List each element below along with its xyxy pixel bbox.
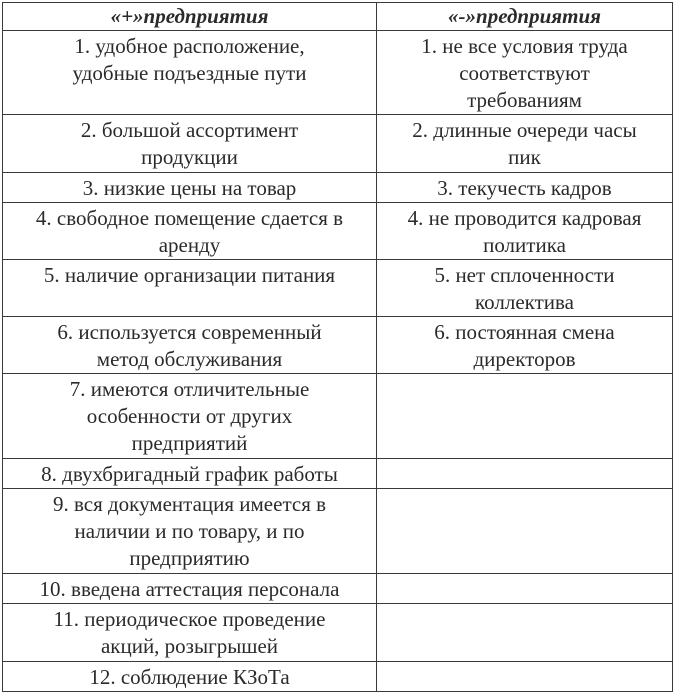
cell-line: особенности от других bbox=[86, 404, 293, 428]
cell-line: удобные подъездные пути bbox=[72, 61, 307, 85]
table-body bbox=[3, 31, 673, 692]
cell-line: 11. периодическое проведение bbox=[53, 607, 326, 631]
cell-line: 9. вся документация имеется в bbox=[52, 492, 327, 516]
header-row bbox=[3, 3, 673, 31]
cell-line: 12. соблюдение КЗоТа bbox=[89, 665, 290, 689]
plus-cell bbox=[3, 459, 377, 489]
table-row bbox=[3, 317, 673, 374]
plus-cell bbox=[3, 574, 377, 604]
header-plus: «+»предприятия bbox=[3, 3, 377, 31]
header-minus: «-»предприятия bbox=[377, 3, 673, 31]
plus-cell bbox=[3, 489, 377, 574]
minus-cell bbox=[377, 115, 673, 173]
cell-line: аренду bbox=[158, 233, 221, 257]
minus-cell bbox=[377, 459, 673, 489]
cell-line: метод обслуживания bbox=[96, 347, 283, 371]
cell-line: предприятий bbox=[131, 431, 248, 455]
cell-line: коллектива bbox=[475, 290, 574, 314]
plus-cell bbox=[3, 317, 377, 374]
table-row bbox=[3, 489, 673, 574]
plus-cell bbox=[3, 374, 377, 459]
cell-line: 1. удобное расположение, bbox=[74, 34, 305, 58]
minus-cell bbox=[377, 662, 673, 692]
table-row bbox=[3, 203, 673, 260]
plus-cell bbox=[3, 604, 377, 662]
table-row bbox=[3, 662, 673, 692]
cell-line: предприятию bbox=[129, 546, 250, 570]
cell-line: 8. двухбригадный график работы bbox=[41, 462, 338, 486]
cell-line: 6. постоянная смена bbox=[434, 320, 615, 344]
plus-cell bbox=[3, 203, 377, 260]
plus-cell bbox=[3, 662, 377, 692]
minus-cell bbox=[377, 173, 673, 203]
minus-cell bbox=[377, 31, 673, 115]
cell-line: 10. введена аттестация персонала bbox=[39, 577, 340, 601]
minus-cell bbox=[377, 203, 673, 260]
plus-cell bbox=[3, 173, 377, 203]
cell-line: наличии и по товару, и по bbox=[74, 519, 305, 543]
cell-line: политика bbox=[483, 233, 566, 257]
cell-line: 4. не проводится кадровая bbox=[407, 206, 642, 230]
cell-line: продукции bbox=[141, 145, 238, 169]
table-row bbox=[3, 260, 673, 317]
cell-line: акций, розыгрышей bbox=[100, 634, 279, 658]
plus-cell bbox=[3, 260, 377, 317]
cell-line: 3. низкие цены на товар bbox=[82, 176, 297, 200]
cell-line: 3. текучесть кадров bbox=[437, 176, 612, 200]
minus-cell bbox=[377, 574, 673, 604]
minus-cell bbox=[377, 260, 673, 317]
cell-line: 5. нет сплоченности bbox=[434, 263, 615, 287]
minus-cell bbox=[377, 317, 673, 374]
cell-line: 2. длинные очереди часы bbox=[412, 118, 637, 142]
table-row bbox=[3, 574, 673, 604]
cell-line: 7. имеются отличительные bbox=[69, 377, 310, 401]
table-row bbox=[3, 374, 673, 459]
plus-cell bbox=[3, 115, 377, 173]
cell-line: 5. наличие организации питания bbox=[43, 263, 336, 287]
cell-line: 6. используется современный bbox=[57, 320, 322, 344]
cell-line: 1. не все условия труда bbox=[421, 34, 628, 58]
swot-table bbox=[2, 2, 673, 692]
cell-line: 4. свободное помещение сдается в bbox=[35, 206, 344, 230]
cell-line: требованиям bbox=[467, 88, 582, 112]
cell-line: 2. большой ассортимент bbox=[80, 118, 299, 142]
cell-line: соответствуют bbox=[459, 61, 590, 85]
minus-cell bbox=[377, 604, 673, 662]
cell-line: пик bbox=[508, 145, 541, 169]
table-row bbox=[3, 173, 673, 203]
cell-line: директоров bbox=[473, 347, 576, 371]
minus-cell bbox=[377, 374, 673, 459]
minus-cell bbox=[377, 489, 673, 574]
table-row bbox=[3, 31, 673, 115]
table-row bbox=[3, 115, 673, 173]
plus-cell bbox=[3, 31, 377, 115]
table-row bbox=[3, 604, 673, 662]
table-row bbox=[3, 459, 673, 489]
